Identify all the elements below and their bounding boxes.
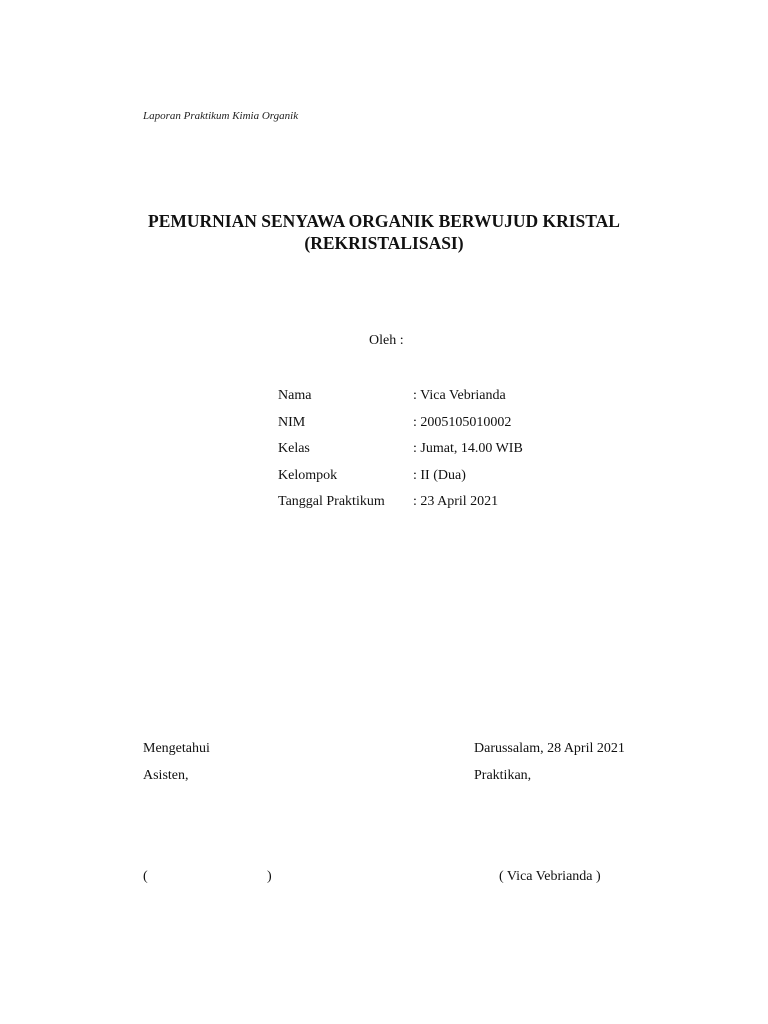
info-label: Tanggal Praktikum [278, 494, 385, 509]
signature-right-block [474, 735, 625, 789]
identity-table [278, 387, 523, 520]
info-value: : 23 April 2021 [413, 494, 499, 509]
oleh-label: Oleh : [369, 333, 404, 348]
paren-open: ( [143, 869, 148, 884]
signature-left-block [143, 735, 210, 789]
paren-close: ) [267, 869, 272, 884]
info-label: NIM [278, 414, 306, 430]
assistant-signature-blank [143, 869, 283, 885]
title-line-2: (REKRISTALISASI) [304, 233, 464, 253]
header-note: Laporan Praktikum Kimia Organik [143, 110, 299, 122]
praktikan-name: ( Vica Vebrianda ) [499, 869, 601, 884]
title-line-1: PEMURNIAN SENYAWA ORGANIK BERWUJUD KRISTAL [148, 211, 620, 231]
info-label: Nama [278, 388, 312, 403]
info-row-kelas [278, 440, 523, 467]
document-title [0, 210, 768, 254]
info-row-nim [278, 414, 523, 441]
asisten-label: Asisten, [143, 768, 189, 783]
info-label: Kelompok [278, 467, 338, 483]
mengetahui-label: Mengetahui [143, 741, 210, 756]
info-value: : 2005105010002 [413, 414, 512, 430]
info-row-kelompok [278, 467, 523, 494]
info-value: : Vica Vebrianda [413, 388, 506, 403]
info-value: : II (Dua) [413, 467, 466, 483]
place-date-label: Darussalam, 28 April 2021 [474, 741, 625, 756]
info-label: Kelas [278, 441, 310, 456]
praktikan-label: Praktikan, [474, 768, 532, 783]
info-row-tanggal [278, 493, 523, 520]
info-row-nama [278, 387, 523, 414]
info-value: : Jumat, 14.00 WIB [413, 441, 523, 456]
